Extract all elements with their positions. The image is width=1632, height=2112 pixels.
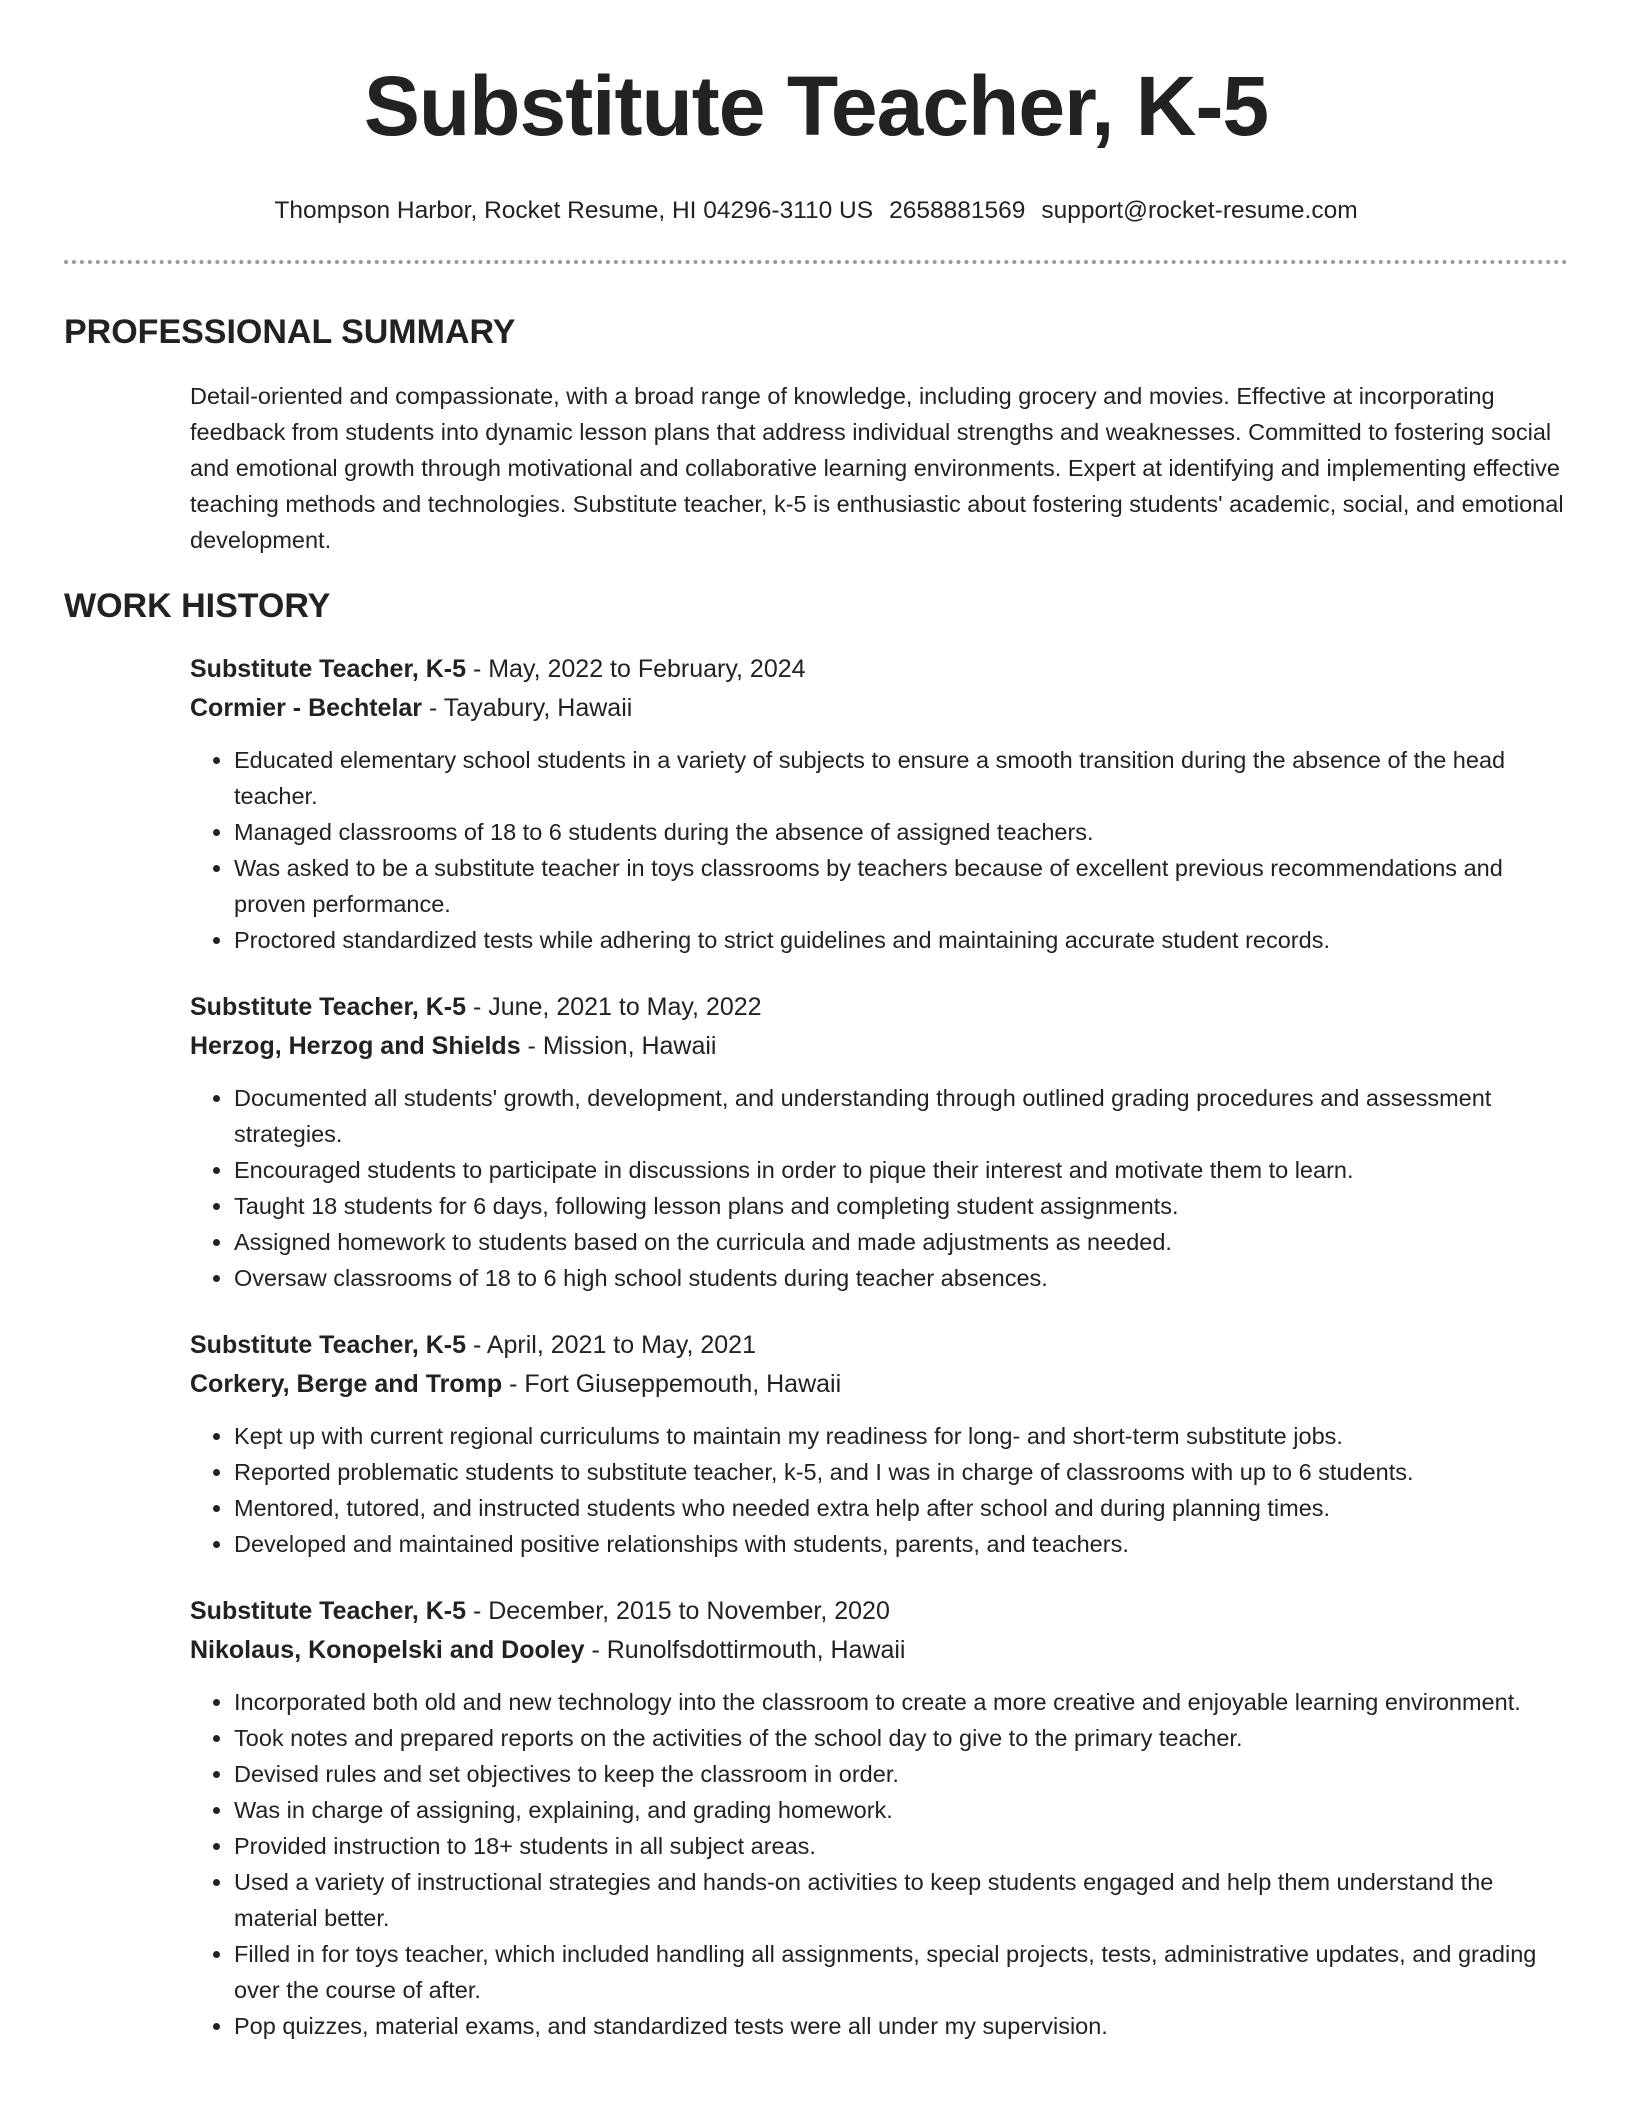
job-company: Cormier - Bechtelar <box>190 694 423 722</box>
job-title-line <box>190 988 1568 1027</box>
job-company-line <box>190 1365 1568 1404</box>
job-bullet: • Oversaw classrooms of 18 to 6 high school students during teacher absences. <box>234 1260 1568 1296</box>
job-role: Substitute Teacher, K-5 <box>190 655 466 683</box>
job-location: - Runolfsdottirmouth, Hawaii <box>584 1636 906 1664</box>
job-bullets <box>190 1418 1568 1562</box>
job-title-line <box>190 1592 1568 1631</box>
job-dates: - April, 2021 to May, 2021 <box>466 1331 756 1359</box>
job-title-line <box>190 650 1568 689</box>
job-bullets <box>190 1080 1568 1296</box>
job-bullet: • Devised rules and set objectives to keep the classroom in order. <box>234 1756 1568 1792</box>
job-company-line <box>190 689 1568 728</box>
job-title-line <box>190 1326 1568 1365</box>
job-bullet: • Was asked to be a substitute teacher in toys classrooms by teachers because of excellent previous recommendations and proven performance. <box>234 850 1568 922</box>
job-bullet: • Encouraged students to participate in discussions in order to pique their interest and motivate them to learn. <box>234 1152 1568 1188</box>
job-location: - Fort Giuseppemouth, Hawaii <box>502 1370 842 1398</box>
job-dates: - May, 2022 to February, 2024 <box>466 655 806 683</box>
contact-phone: 2658881569 <box>889 197 1026 224</box>
job-bullet: • Kept up with current regional curriculums to maintain my readiness for long- and short-term substitute jobs. <box>234 1418 1568 1454</box>
contact-address: Thompson Harbor, Rocket Resume, HI 04296-3110 US <box>274 197 874 224</box>
job-bullet: • Educated elementary school students in a variety of subjects to ensure a smooth transition during the absence of the head teacher. <box>234 742 1568 814</box>
job-bullets <box>190 1684 1568 2044</box>
job-bullet: • Documented all students' growth, development, and understanding through outlined grading procedures and assessment strategies. <box>234 1080 1568 1152</box>
resume-name: Substitute Teacher, K-5 <box>363 59 1269 153</box>
job-role: Substitute Teacher, K-5 <box>190 1331 466 1359</box>
job-bullet: • Provided instruction to 18+ students in all subject areas. <box>234 1828 1568 1864</box>
job-bullets <box>190 742 1568 958</box>
job-bullet: • Managed classrooms of 18 to 6 students during the absence of assigned teachers. <box>234 814 1568 850</box>
job-bullet: • Was in charge of assigning, explaining, and grading homework. <box>234 1792 1568 1828</box>
job-dates: - June, 2021 to May, 2022 <box>466 993 762 1021</box>
job-bullet: • Assigned homework to students based on the curricula and made adjustments as needed. <box>234 1224 1568 1260</box>
job-bullet: • Developed and maintained positive relationships with students, parents, and teachers. <box>234 1526 1568 1562</box>
work-history-heading: WORK HISTORY <box>64 587 331 625</box>
job-bullet: • Pop quizzes, material exams, and standardized tests were all under my supervision. <box>234 2008 1568 2044</box>
job-bullet: • Used a variety of instructional strategies and hands-on activities to keep students engaged and help them understand the material better. <box>234 1864 1568 1936</box>
summary-text: Detail-oriented and compassionate, with a broad range of knowledge, including grocery and movies. Effective at incorporating feedback from students into dynamic lesson plans that address individual strengths and weaknesses. Committed to fostering social and emotional growth through motivational and collaborative learning environments. Expert at identifying and implementing effective teaching methods and technologies. Substitute teacher, k-5 is enthusiastic about fostering students' academic, social, and emotional development. <box>190 383 1564 553</box>
job-bullet: • Filled in for toys teacher, which included handling all assignments, special projects, tests, administrative updates, and grading over the course of after. <box>234 1936 1568 2008</box>
job-entry <box>190 1592 1568 2044</box>
job-company-line <box>190 1027 1568 1066</box>
job-dates: - December, 2015 to November, 2020 <box>466 1597 890 1625</box>
job-entry <box>190 650 1568 958</box>
contact-email: support@rocket-resume.com <box>1041 197 1358 224</box>
contact-line <box>64 196 1568 226</box>
header-divider <box>64 260 1568 264</box>
job-location: - Mission, Hawaii <box>520 1032 717 1060</box>
job-company: Nikolaus, Konopelski and Dooley <box>190 1636 585 1664</box>
job-bullet: • Mentored, tutored, and instructed students who needed extra help after school and during planning times. <box>234 1490 1568 1526</box>
job-entry <box>190 1326 1568 1562</box>
job-company: Herzog, Herzog and Shields <box>190 1032 521 1060</box>
summary-heading: PROFESSIONAL SUMMARY <box>64 313 516 351</box>
job-bullet: • Taught 18 students for 6 days, following lesson plans and completing student assignments. <box>234 1188 1568 1224</box>
job-role: Substitute Teacher, K-5 <box>190 1597 466 1625</box>
job-role: Substitute Teacher, K-5 <box>190 993 466 1021</box>
job-company: Corkery, Berge and Tromp <box>190 1370 503 1398</box>
job-location: - Tayabury, Hawaii <box>422 694 633 722</box>
job-bullet: • Reported problematic students to substitute teacher, k-5, and I was in charge of classrooms with up to 6 students. <box>234 1454 1568 1490</box>
job-bullet: • Incorporated both old and new technology into the classroom to create a more creative and enjoyable learning environment. <box>234 1684 1568 1720</box>
job-bullet: • Took notes and prepared reports on the activities of the school day to give to the primary teacher. <box>234 1720 1568 1756</box>
job-entry <box>190 988 1568 1296</box>
job-company-line <box>190 1631 1568 1670</box>
job-bullet: • Proctored standardized tests while adhering to strict guidelines and maintaining accurate student records. <box>234 922 1568 958</box>
